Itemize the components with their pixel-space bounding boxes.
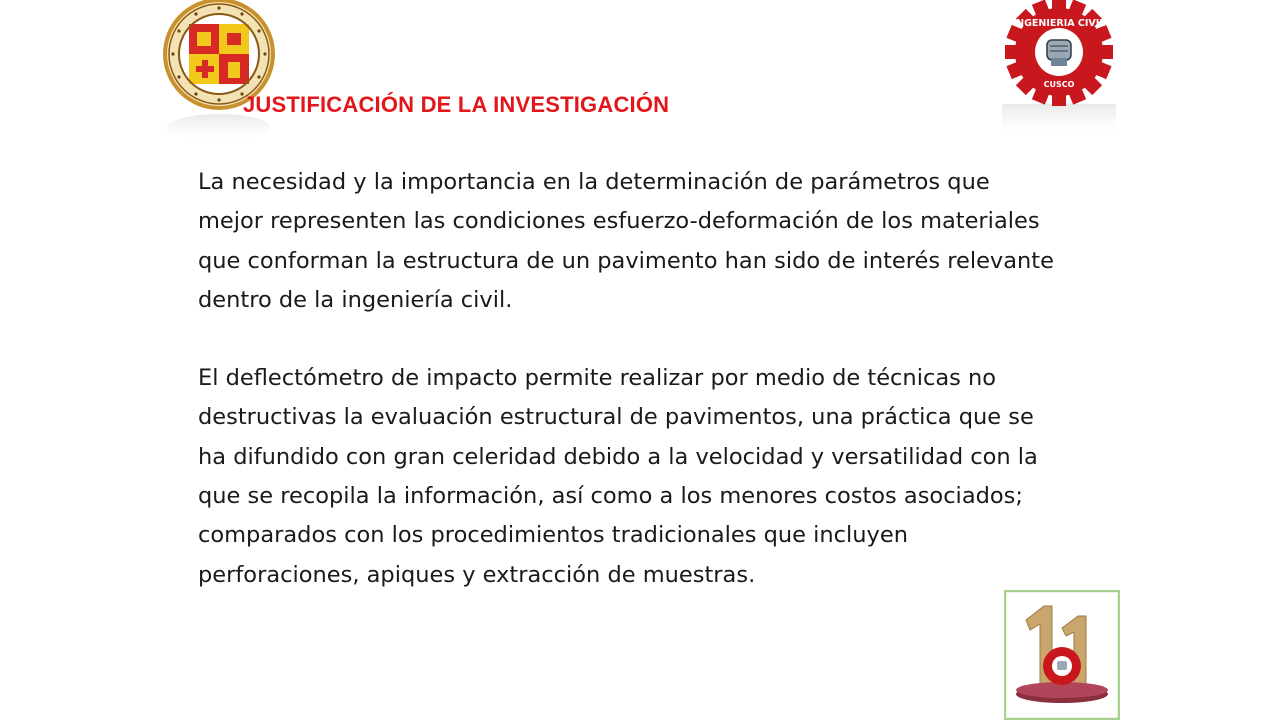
paragraph-2: El deflectómetro de impacto permite realizar por medio de técnicas no destructivas la evaluación estructural de pavimentos, una práctica que se ha difundido con gran celeridad debido a la velocidad y versatilidad con la que se recopila la información, así como a los menores costos asociados; comparados con los procedimientos tradicionales que incluyen perforaciones, apiques y extracción de muestras. [198,365,1038,588]
paragraph-1: La necesidad y la importancia en la determinación de parámetros que mejor representen las condiciones esfuerzo-deformación de los materiales que conforman la estructura de un pavimento han sido de interés relevante dentro de la ingeniería civil. [198,169,1054,313]
civil-logo-text-top: INGENIERIA CIVIL [1012,18,1106,29]
civil-logo-text-bottom: CUSCO [1043,80,1075,89]
anniversary-11-icon [1004,590,1120,720]
slide-title: JUSTIFICACIÓN DE LA INVESTIGACIÓN [243,92,670,117]
university-seal-icon [158,0,280,142]
body-text [198,163,1058,595]
civil-engineering-gear-icon [1000,0,1118,142]
